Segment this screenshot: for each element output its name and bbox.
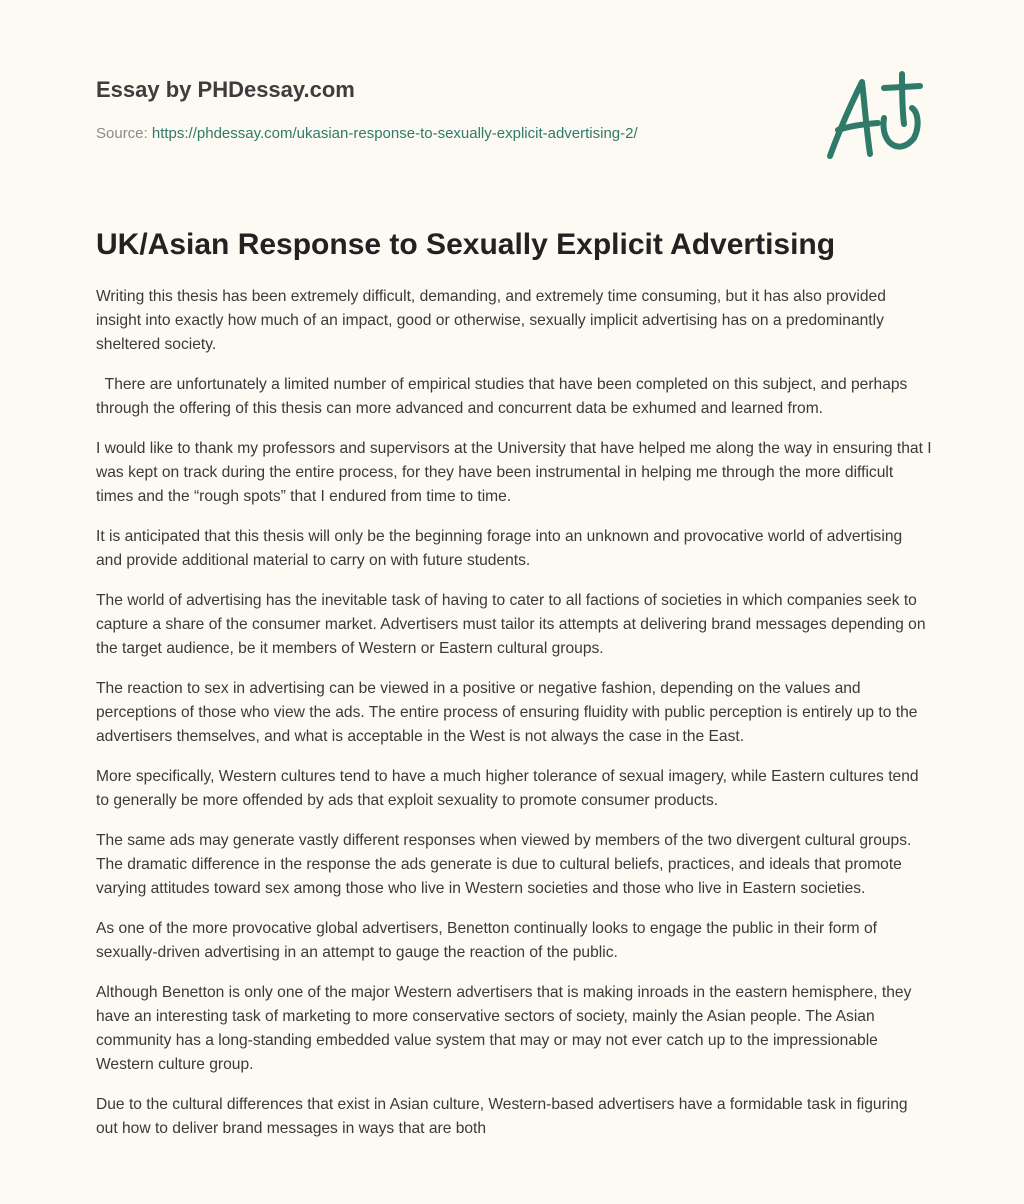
source-line	[96, 124, 796, 144]
essay-paragraph: There are unfortunately a limited number of empirical studies that have been completed on this subject, and perhaps through the offering of this thesis can more advanced and concurrent data be exhumed and learned from.	[96, 376, 908, 417]
essay-paragraph: More specifically, Western cultures tend to have a much higher tolerance of sexual imagery, while Eastern cultures tend to generally be more offended by ads that exploit sexuality to promote consumer products.	[96, 768, 919, 809]
essay-paragraph: I would like to thank my professors and supervisors at the University that have helped me along the way in ensuring that I was kept on track during the entire process, for they have been instrumental in helping me through the more difficult times and the “rough spots” that I endured from time to time.	[96, 440, 932, 505]
essay-paragraph: It is anticipated that this thesis will only be the beginning forage into an unknown and provocative world of advertising and provide additional material to carry on with future students.	[96, 528, 903, 569]
essay-body	[96, 285, 932, 1157]
a-plus-grade-icon	[822, 68, 926, 164]
essay-paragraph: Writing this thesis has been extremely difficult, demanding, and extremely time consuming, but it has also provided insight into exactly how much of an impact, good or otherwise, sexually implicit advertising has on a predominantly sheltered society.	[96, 288, 886, 353]
essay-paragraph: The world of advertising has the inevitable task of having to cater to all factions of societies in which companies seek to capture a share of the consumer market. Advertisers must tailor its attempts at delivering brand messages depending on the target audience, be it members of Western or Eastern cultural groups.	[96, 592, 926, 657]
site-title: Essay by PHDessay.com	[96, 77, 355, 102]
essay-paragraph: The reaction to sex in advertising can be viewed in a positive or negative fashion, depending on the values and perceptions of those who view the ads. The entire process of ensuring fluidity with public perception is entirely up to the advertisers themselves, and what is acceptable in the West is not always the case in the East.	[96, 680, 918, 745]
source-link[interactable]: https://phdessay.com/ukasian-response-to-sexually-explicit-advertising-2/	[151, 125, 638, 142]
page-header	[96, 76, 796, 144]
essay-paragraph: Although Benetton is only one of the major Western advertisers that is making inroads in the eastern hemisphere, they have an interesting task of marketing to more conservative sectors of society, mainly the Asian people. The Asian community has a long-standing embedded value system that may or may not ever catch up to the impressionable Western culture group.	[96, 984, 912, 1073]
source-label: Source:	[96, 125, 152, 142]
essay-paragraph: The same ads may generate vastly different responses when viewed by members of the two divergent cultural groups. The dramatic difference in the response the ads generate is due to cultural beliefs, practices, and ideals that promote varying attitudes toward sex among those who live in Western societies and those who live in Eastern societies.	[96, 832, 912, 897]
essay-title: UK/Asian Response to Sexually Explicit Advertising	[96, 228, 836, 261]
essay-paragraph: As one of the more provocative global advertisers, Benetton continually looks to engage the public in their form of sexually-driven advertising in an attempt to gauge the reaction of the public.	[96, 920, 878, 961]
essay-paragraph: Due to the cultural differences that exist in Asian culture, Western-based advertisers have a formidable task in figuring out how to deliver brand messages in ways that are both	[96, 1096, 908, 1137]
